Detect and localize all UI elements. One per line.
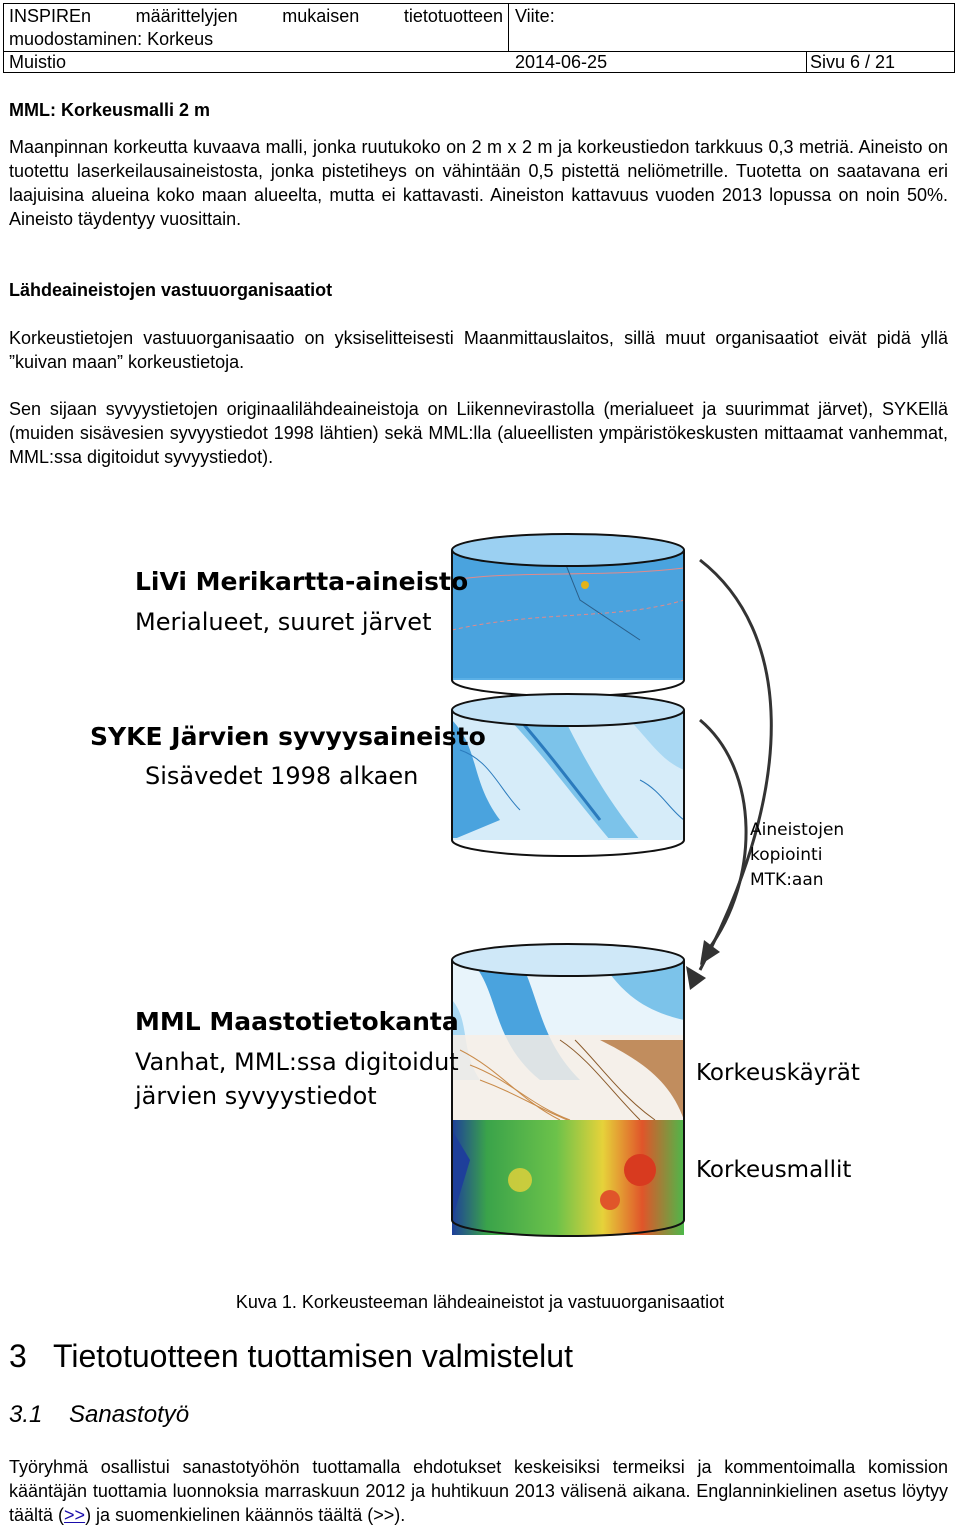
- header-divider: [508, 4, 509, 51]
- section-heading-orgs: Lähdeaineistojen vastuuorganisaatiot: [9, 280, 333, 300]
- subchapter-number: 3.1: [9, 1401, 43, 1428]
- label-contours: Korkeuskäyrät: [696, 1060, 860, 1086]
- document-header: [3, 3, 955, 73]
- english-regulation-link[interactable]: >>: [64, 1505, 86, 1525]
- data-sources-diagram: [0, 520, 960, 1260]
- label-mml-sub1: Vanhat, MML:ssa digitoidut: [135, 1048, 459, 1076]
- header-divider: [806, 51, 807, 73]
- label-copy-1: Aineistojen: [750, 820, 845, 840]
- paragraph-orgs-2: Sen sijaan syvyystietojen originaalilähdeaineistoja on Liikennevirastolla (merialueet ja suurimmat järvet), SYKEllä (muiden sisävesien syvyystiedot 1998 lähtien) sekä MML:lla (alueellisten ympäristökeskusten mittaamat vanhemmat, MML:ssa digitoidut syvyystiedot).: [9, 399, 948, 467]
- header-date: 2014-06-25: [515, 52, 608, 72]
- cylinder-lake-depth: [452, 694, 684, 856]
- cylinder-terrain-database: [452, 944, 684, 1236]
- header-ref-label: Viite:: [515, 6, 555, 26]
- label-models: Korkeusmallit: [696, 1157, 852, 1183]
- arrow-head-icon: [700, 940, 720, 965]
- label-mml-title: MML Maastotietokanta: [135, 1007, 459, 1036]
- header-title-line1: INSPIREn määrittelyjen mukaisen tietotuotteen: [9, 6, 503, 26]
- copy-arrow-sea: [700, 560, 771, 970]
- label-syke-sub: Sisävedet 1998 alkaen: [145, 762, 419, 790]
- closing-text-end: ) ja suomenkielinen käännös täältä (>>).: [85, 1505, 406, 1525]
- figure-caption: Kuva 1. Korkeusteeman lähdeaineistot ja vastuuorganisaatiot: [235, 1292, 725, 1312]
- label-syke-title: SYKE Järvien syvyysaineisto: [90, 722, 486, 751]
- header-page-number: Sivu 6 / 21: [810, 52, 896, 72]
- arrow-head-icon: [686, 966, 706, 990]
- copy-arrow-lakes: [700, 720, 746, 950]
- cylinder-sea-chart: [452, 534, 684, 696]
- closing-text-start: Työryhmä osallistui sanastotyöhön tuottamalla ehdotukset keskeisiksi termeiksi ja kommentoimalla komission kääntäjän tuottamia luonnoksia marraskuun 2012 ja huhtikuun 2013 välisenä aikana. Englanninkielinen asetus löytyy täältä (: [9, 1457, 948, 1525]
- paragraph-orgs-1: Korkeustietojen vastuuorganisaatio on yksiselitteisesti Maanmittauslaitos, sillä muut organisaatiot eivät pidä yllä ”kuivan maan” korkeustietoja.: [9, 328, 948, 372]
- label-livi-title: LiVi Merikartta-aineisto: [135, 567, 469, 596]
- header-doc-type: Muistio: [9, 52, 67, 72]
- chapter-heading: [9, 1336, 573, 1376]
- chapter-number: 3: [9, 1338, 27, 1374]
- section-heading-mml: MML: Korkeusmalli 2 m: [9, 100, 211, 120]
- label-mml-sub2: järvien syvyystiedot: [135, 1082, 377, 1110]
- subchapter-title: Sanastotyö: [69, 1401, 190, 1428]
- label-livi-sub: Merialueet, suuret järvet: [135, 608, 432, 636]
- label-copy-2: kopiointi: [750, 845, 823, 865]
- paragraph-mml: Maanpinnan korkeutta kuvaava malli, jonka ruutukoko on 2 m x 2 m ja korkeustiedon tarkkuus 0,3 metriä. Aineisto on tuotettu laserkeilausaineistosta, jonka pistetiheys on vähintään 0,5 pistettä neliömetrille. Tuotetta on saatavana eri laajuisina alueina koko maan alueelta, mutta ei kattavasti. Aineiston kattavuus vuoden 2013 lopussa on noin 50%. Aineisto täydentyy vuosittain.: [9, 137, 948, 229]
- label-copy-3: MTK:aan: [750, 870, 824, 890]
- paragraph-closing: [9, 1455, 948, 1527]
- marker-icon: [581, 581, 589, 589]
- subchapter-heading: [9, 1400, 189, 1430]
- chapter-title: Tietotuotteen tuottamisen valmistelut: [53, 1338, 573, 1374]
- header-title-line2: muodostaminen: Korkeus: [9, 29, 214, 49]
